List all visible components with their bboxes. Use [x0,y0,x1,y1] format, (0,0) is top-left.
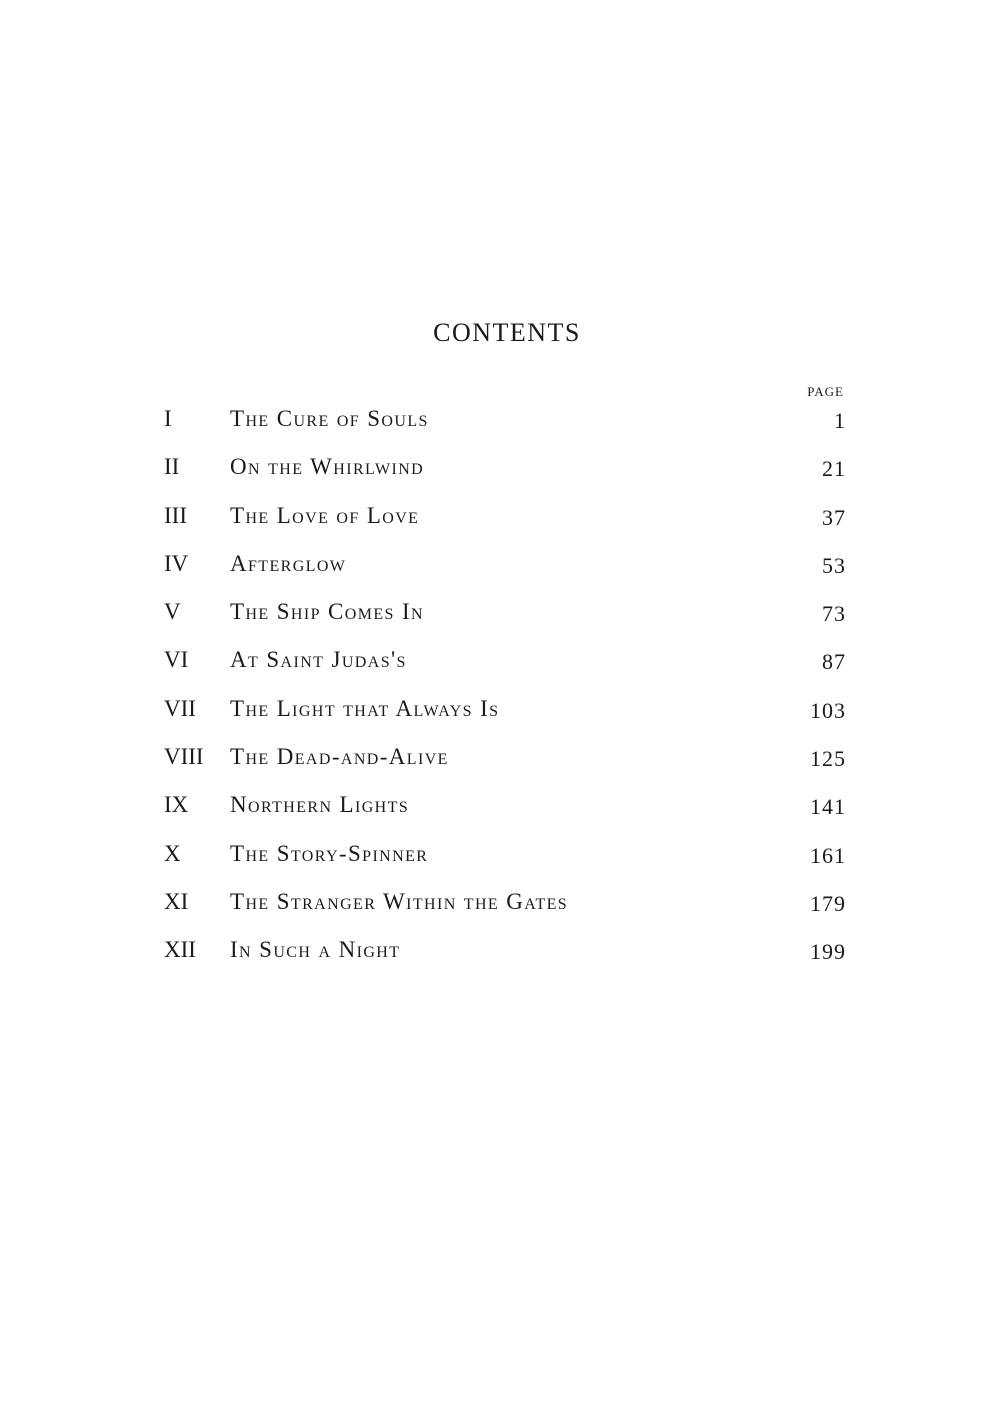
chapter-page: 53 [822,552,846,578]
chapter-title: In Such a Night [230,937,401,963]
chapter-title: On the Whirlwind [230,454,425,480]
chapter-numeral: VI [164,647,189,673]
chapter-page: 141 [810,794,846,820]
toc-entry [164,497,846,545]
chapter-page: 161 [810,842,846,868]
toc-entry [164,931,846,979]
toc-entry [164,786,846,834]
toc-entry [164,448,846,496]
chapter-numeral: II [164,454,180,480]
chapter-page: 87 [822,649,846,675]
chapter-title: At Saint Judas's [230,647,407,673]
toc-entry [164,400,846,448]
chapter-page: 1 [834,408,846,433]
toc-entry [164,593,846,641]
toc-entry [164,641,846,689]
chapter-title: The Story-Spinner [230,840,429,866]
chapter-title: The Stranger Within the Gates [230,888,569,914]
chapter-title: The Cure of Souls [230,406,429,431]
chapter-title: The Light that Always Is [230,695,500,721]
chapter-numeral: X [164,840,181,866]
toc-entry [164,545,846,593]
chapter-title: The Love of Love [230,502,420,528]
chapter-numeral: VII [164,695,196,721]
chapter-page: 103 [810,697,846,723]
contents-heading: CONTENTS [433,318,581,347]
chapter-page: 21 [822,456,846,482]
toc-entry [164,738,846,786]
chapter-title: The Dead-and-Alive [230,744,449,770]
chapter-page: 125 [810,746,846,772]
table-of-contents [164,400,846,980]
page-column-label: PAGE [807,384,844,399]
chapter-numeral: I [164,406,172,431]
chapter-page: 199 [810,939,846,965]
chapter-numeral: IV [164,550,189,576]
chapter-numeral: XI [164,888,189,914]
chapter-title: The Ship Comes In [230,599,425,625]
chapter-page: 37 [822,504,846,530]
toc-entry [164,690,846,738]
chapter-numeral: VIII [164,744,204,770]
chapter-numeral: XII [164,937,196,963]
chapter-title: Northern Lights [230,792,410,818]
chapter-numeral: III [164,502,187,528]
chapter-page: 73 [822,601,846,627]
chapter-title: Afterglow [230,550,347,576]
toc-entry [164,835,846,883]
chapter-numeral: IX [164,792,189,818]
chapter-numeral: V [164,599,181,625]
toc-entry [164,883,846,931]
chapter-page: 179 [810,890,846,916]
